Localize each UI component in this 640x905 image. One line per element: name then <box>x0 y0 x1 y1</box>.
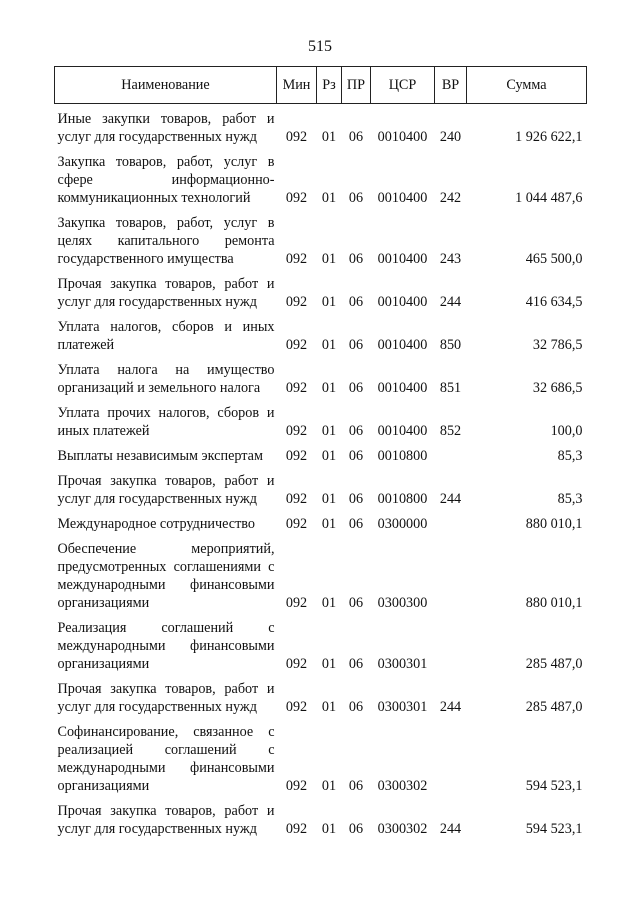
row-vr: 242 <box>439 190 462 206</box>
row-csr: 0300301 <box>377 656 428 672</box>
row-name: Уплата налога на имущество организаций и земельного налога <box>57 362 275 396</box>
row-vr: 852 <box>439 423 462 439</box>
row-min: 092 <box>285 491 308 507</box>
row-name: Закупка товаров, работ, услуг в сфере информационно-коммуникационных технологий <box>57 154 275 206</box>
row-csr: 0300302 <box>377 821 428 837</box>
row-name: Прочая закупка товаров, работ и услуг для государственных нужд <box>57 803 275 837</box>
row-sum: 1 926 622,1 <box>515 129 583 145</box>
budget-table <box>54 66 587 841</box>
table-row <box>55 314 587 357</box>
row-vr: 244 <box>439 294 462 310</box>
row-name: Уплата прочих налогов, сборов и иных платежей <box>57 405 275 439</box>
row-rz: 01 <box>321 656 337 672</box>
row-sum: 1 044 487,6 <box>515 190 583 206</box>
row-sum: 85,3 <box>557 491 583 507</box>
row-csr: 0010400 <box>377 294 428 310</box>
row-min: 092 <box>285 778 308 794</box>
row-pr: 06 <box>348 595 364 611</box>
row-pr: 06 <box>348 190 364 206</box>
row-pr: 06 <box>348 699 364 715</box>
row-rz: 01 <box>321 778 337 794</box>
row-min: 092 <box>285 448 308 464</box>
row-min: 092 <box>285 423 308 439</box>
table-row <box>55 271 587 314</box>
row-rz: 01 <box>321 821 337 837</box>
row-sum: 880 010,1 <box>525 595 583 611</box>
row-csr: 0010400 <box>377 380 428 396</box>
row-rz: 01 <box>321 190 337 206</box>
row-min: 092 <box>285 190 308 206</box>
row-rz: 01 <box>321 337 337 353</box>
row-sum: 594 523,1 <box>525 778 583 794</box>
row-vr: 851 <box>439 380 462 396</box>
row-rz: 01 <box>321 251 337 267</box>
row-csr: 0010800 <box>377 448 428 464</box>
row-min: 092 <box>285 380 308 396</box>
row-pr: 06 <box>348 294 364 310</box>
row-rz: 01 <box>321 491 337 507</box>
row-min: 092 <box>285 821 308 837</box>
table-row <box>55 357 587 400</box>
table-row <box>55 615 587 676</box>
row-min: 092 <box>285 294 308 310</box>
table-row <box>55 443 587 468</box>
header-min: Мин <box>277 67 317 104</box>
row-csr: 0300300 <box>377 595 428 611</box>
row-min: 092 <box>285 251 308 267</box>
header-sum: Сумма <box>467 67 587 104</box>
row-rz: 01 <box>321 380 337 396</box>
row-vr: 244 <box>439 699 462 715</box>
row-name: Уплата налогов, сборов и иных платежей <box>57 319 275 353</box>
table-body <box>55 104 587 842</box>
row-vr: 240 <box>439 129 462 145</box>
table-header-row <box>55 67 587 104</box>
row-csr: 0300000 <box>377 516 428 532</box>
row-pr: 06 <box>348 516 364 532</box>
row-vr: 850 <box>439 337 462 353</box>
row-sum: 285 487,0 <box>525 699 583 715</box>
row-pr: 06 <box>348 491 364 507</box>
row-vr <box>435 615 467 676</box>
header-csr: ЦСР <box>371 67 435 104</box>
row-pr: 06 <box>348 251 364 267</box>
table-row <box>55 468 587 511</box>
row-vr <box>435 536 467 615</box>
row-sum: 32 686,5 <box>532 380 583 396</box>
row-pr: 06 <box>348 337 364 353</box>
row-vr <box>435 443 467 468</box>
row-pr: 06 <box>348 423 364 439</box>
table-row <box>55 149 587 210</box>
row-pr: 06 <box>348 448 364 464</box>
row-vr: 243 <box>439 251 462 267</box>
row-sum: 594 523,1 <box>525 821 583 837</box>
row-sum: 85,3 <box>557 448 583 464</box>
row-rz: 01 <box>321 516 337 532</box>
row-csr: 0010400 <box>377 129 428 145</box>
row-name: Международное сотрудничество <box>57 516 255 532</box>
row-csr: 0300302 <box>377 778 428 794</box>
row-rz: 01 <box>321 294 337 310</box>
row-sum: 285 487,0 <box>525 656 583 672</box>
row-name: Реализация соглашений с международными финансовыми организациями <box>57 620 275 672</box>
table-row <box>55 400 587 443</box>
row-rz: 01 <box>321 595 337 611</box>
row-csr: 0010400 <box>377 423 428 439</box>
table-row <box>55 104 587 150</box>
row-pr: 06 <box>348 821 364 837</box>
row-csr: 0010400 <box>377 251 428 267</box>
table-row <box>55 536 587 615</box>
row-min: 092 <box>285 699 308 715</box>
row-csr: 0010400 <box>377 190 428 206</box>
row-name: Выплаты независимым экспертам <box>57 448 263 464</box>
row-pr: 06 <box>348 778 364 794</box>
header-name: Наименование <box>55 67 277 104</box>
row-vr: 244 <box>439 491 462 507</box>
row-rz: 01 <box>321 448 337 464</box>
row-min: 092 <box>285 516 308 532</box>
header-pr: ПР <box>342 67 371 104</box>
header-vr: ВР <box>435 67 467 104</box>
row-sum: 100,0 <box>550 423 583 439</box>
row-name: Прочая закупка товаров, работ и услуг для государственных нужд <box>57 276 275 310</box>
row-sum: 880 010,1 <box>525 516 583 532</box>
row-sum: 465 500,0 <box>525 251 583 267</box>
row-vr: 244 <box>439 821 462 837</box>
row-rz: 01 <box>321 423 337 439</box>
table-row <box>55 210 587 271</box>
row-pr: 06 <box>348 129 364 145</box>
page-number: 515 <box>308 38 332 55</box>
row-vr <box>435 511 467 536</box>
row-rz: 01 <box>321 129 337 145</box>
row-name: Закупка товаров, работ, услуг в целях капитального ремонта государственного имущества <box>57 215 275 267</box>
row-min: 092 <box>285 595 308 611</box>
row-pr: 06 <box>348 380 364 396</box>
row-name: Обеспечение мероприятий, предусмотренных соглашениями с международными финансовыми организациями <box>57 541 275 611</box>
row-csr: 0010800 <box>377 491 428 507</box>
row-min: 092 <box>285 656 308 672</box>
row-min: 092 <box>285 337 308 353</box>
table-row <box>55 719 587 798</box>
row-pr: 06 <box>348 656 364 672</box>
row-sum: 32 786,5 <box>532 337 583 353</box>
row-sum: 416 634,5 <box>525 294 583 310</box>
row-name: Прочая закупка товаров, работ и услуг для государственных нужд <box>57 473 275 507</box>
header-rz: Рз <box>317 67 342 104</box>
table-row <box>55 511 587 536</box>
row-name: Иные закупки товаров, работ и услуг для государственных нужд <box>57 111 275 145</box>
row-vr <box>435 719 467 798</box>
row-name: Прочая закупка товаров, работ и услуг для государственных нужд <box>57 681 275 715</box>
row-min: 092 <box>285 129 308 145</box>
row-name: Софинансирование, связанное с реализацией соглашений с международными финансовыми организациями <box>57 724 275 794</box>
row-rz: 01 <box>321 699 337 715</box>
row-csr: 0300301 <box>377 699 428 715</box>
table-row <box>55 676 587 719</box>
row-csr: 0010400 <box>377 337 428 353</box>
table-row <box>55 798 587 841</box>
